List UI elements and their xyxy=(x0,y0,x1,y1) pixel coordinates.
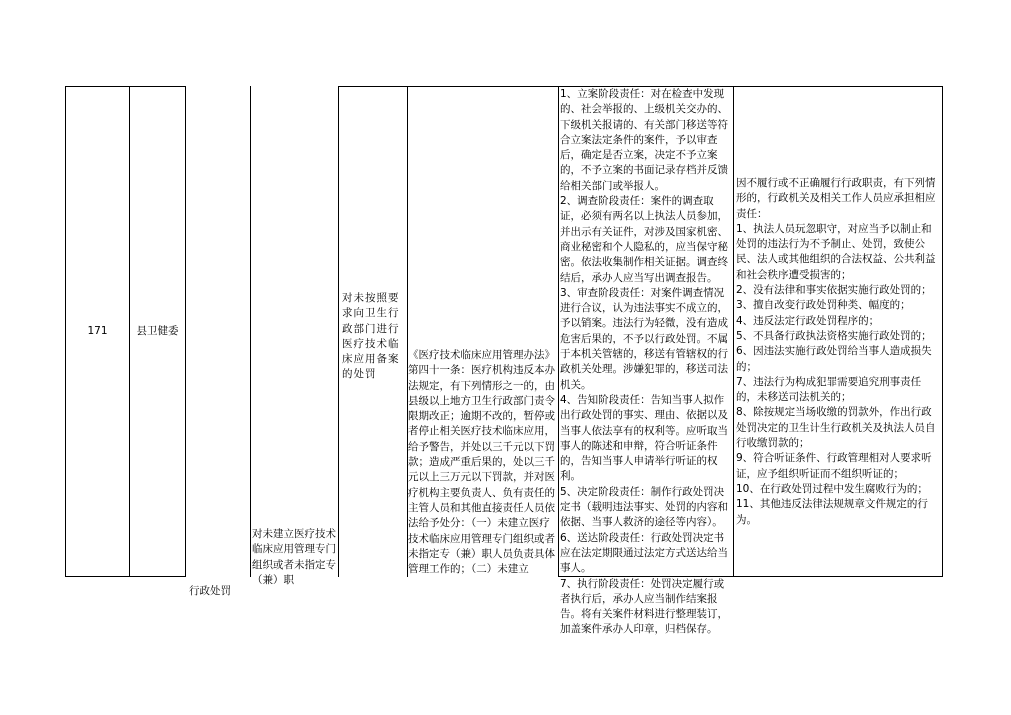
item-name-lower: 对未建立医疗技术临床应用管理专门组织或者未指定专（兼）职 xyxy=(252,528,336,586)
department-name: 县卫健委 xyxy=(136,324,179,337)
col-border xyxy=(338,86,339,577)
col-border xyxy=(733,86,734,577)
col-border xyxy=(558,86,559,577)
category-label: 行政处罚 xyxy=(189,585,231,597)
col-border xyxy=(185,86,186,577)
responsibility-items: 1、立案阶段责任：对在检查中发现的、社会举报的、上级机关交办的、下级机关报请的、有关部门移送等符合立案法定条件的案件，予以审查后，确定是否立案，决定不予立案的，不予立案的书面记录存档并反馈给相关部门或举报人。 2、调查阶段责任：案件的调查取证，必须有两名以上执法人员参加，并出示有关证件，对涉及国家机密、商业秘密和个人隐私的，应当保守秘密。依法收集制作相关证据。调查终结后，承办人应当写出调查报告。 3、审查阶段责任：对案件调查情况进行合议，认为违法事实不成立的，予以销案。违法行为轻微，没有造成危害后果的，不予以行政处罚。不属于本机关管辖的，移送有管辖权的行政机关处理。涉嫌犯罪的，移送司法机关。 4、告知阶段责任：告知当事人拟作出行政处罚的事实、理由、依据以及当事人依法享有的权利等。应听取当事人的陈述和申辩，符合听证条件的，告知当事人申请举行听证的权利。 5、决定阶段责任：制作行政处罚决定书（载明违法事实、处罚的内容和依据、当事人救济的途径等内容）。 6、送达阶段责任：行政处罚决定书应在法定期限通过法定方式送达给当事人。 7、执行阶段责任：处罚决定履行或者执行后，承办人应当制作结案报告。将有关案件材料进行整理装订，加盖案件承办人印章，归档保存。 xyxy=(560,88,728,636)
row-number: 171 xyxy=(87,324,108,337)
item-name-upper: 对未按照要求向卫生行政部门进行医疗技术临床应用备案的处罚 xyxy=(342,292,400,381)
accountability-items: 因不履行或不正确履行行政职责，有下列情形的，行政机关及相关工作人员应承担相应责任： 1、执法人员玩忽职守，对应当予以制止和处罚的违法行为不予制止、处罚，致使公民、法人或其他组织的合法权益、公共利益和社会秩序遭受损害的； 2、没有法律和事实依据实施行政处罚的； 3、擅自改变行政处罚种类、幅度的； 4、违反法定行政处罚程序的； 5、不具备行政执法资格实施行政处罚的； 6、因违法实施行政处罚给当事人造成损失的； 7、违法行为构成犯罪需要追究刑事责任的，未移送司法机关的； 8、除按规定当场收缴的罚款外，作出行政处罚决定的卫生计生行政机关及执法人员自行收缴罚款的； 9、符合听证条件、行政管理相对人要求听证，应予组织听证而不组织听证的； 10、在行政处罚过程中发生腐败行为的； 11、其他违反法律法规规章文件规定的行为。 xyxy=(736,177,936,526)
col-border xyxy=(250,86,251,577)
legal-basis: 《医疗技术临床应用管理办法》第四十一条：医疗机构违反本办法规定，有下列情形之一的，由县级以上地方卫生行政部门责令限期改正；逾期不改的，暂停或者停止相关医疗技术临床应用，给予警告，并处以三千元以下罚款；造成严重后果的，处以三千元以上三万元以下罚款，并对医疗机构主要负责人、负有责任的主管人员和其他直接责任人员依法给予处分：（一）未建立医疗技术临床应用管理专门组织或者未指定专（兼）职人员负责具体管理工作的；（二）未建立 xyxy=(408,349,555,576)
table-bottom-border xyxy=(65,576,185,577)
col-border xyxy=(942,86,943,577)
